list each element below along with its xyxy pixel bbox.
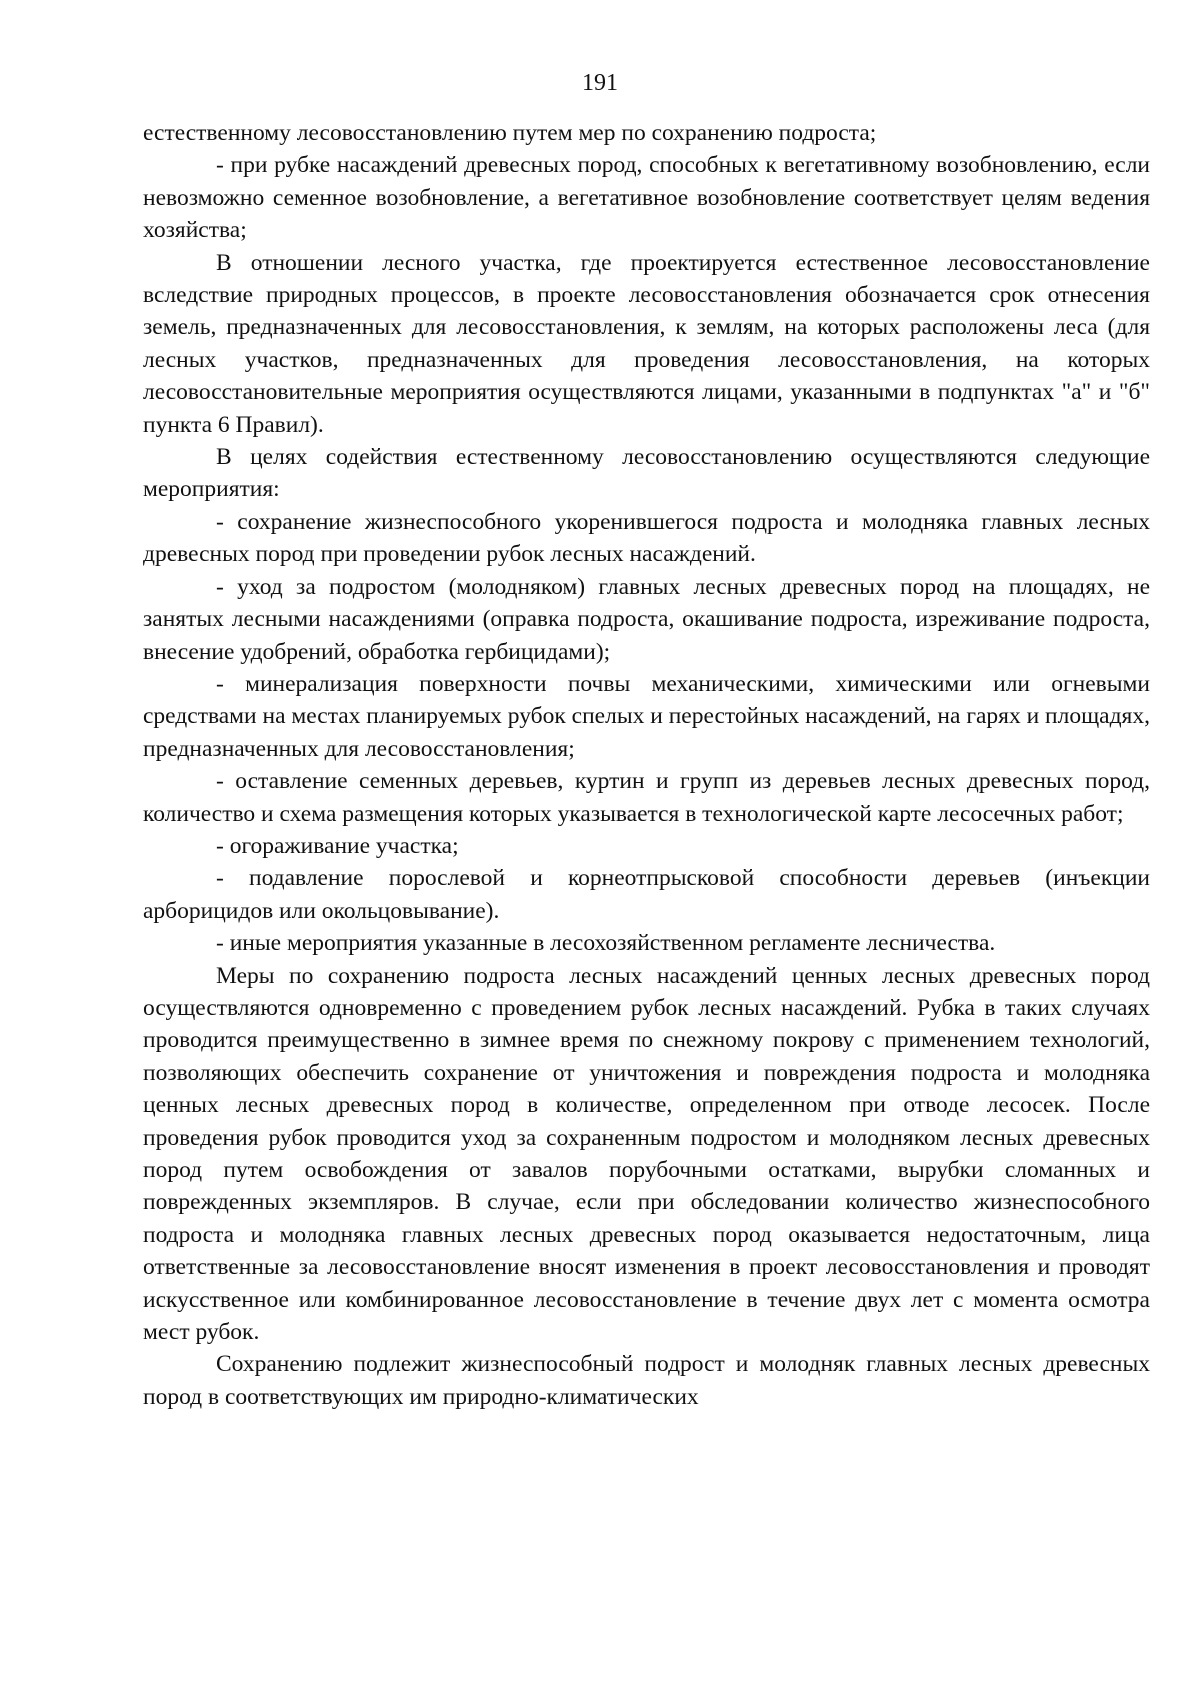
list-item-vegetative-renewal: - при рубке насаждений древесных пород, способных к вегетативному возобновлению, если невозможно семенное возобновление, а вегетативное возобновление соответствует целям ведения хозяйства;: [143, 152, 1150, 244]
page-number: 191: [582, 70, 618, 96]
paragraph-assistance-measures-intro: В целях содействия естественному лесовосстановлению осуществляются следующие мероприятия:: [143, 444, 1150, 503]
page-body: [143, 117, 1150, 1413]
list-item-other-measures: - иные мероприятия указанные в лесохозяйственном регламенте лесничества.: [216, 930, 996, 957]
paragraph-natural-renewal-term: В отношении лесного участка, где проектируется естественное лесовосстановление вследствие природных процессов, в проекте лесовосстановления обозначается срок отнесения земель, предназначенных для лесовосстановления, к землям, на которых расположены леса (для лесных участков, предназначенных для проведения лесовосстановления, на которых лесовосстановительные мероприятия осуществляются лицами, указанными в подпунктах "а" и "б" пункта 6 Правил).: [143, 249, 1150, 438]
list-item-seed-trees: - оставление семенных деревьев, куртин и групп из деревьев лесных древесных пород, количество и схема размещения которых указывается в технологической карте лесосечных работ;: [143, 768, 1150, 827]
paragraph-preservation-measures: Меры по сохранению подроста лесных насаждений ценных лесных древесных пород осуществляются одновременно с проведением рубок лесных насаждений. Рубка в таких случаях проводится преимущественно в зимнее время по снежному покрову с применением технологий, позволяющих обеспечить сохранение от уничтожения и повреждения подроста и молодняка ценных лесных древесных пород в количестве, определенном при отводе лесосек. После проведения рубок проводится уход за сохраненным подростом и молодняком лесных древесных пород путем освобождения от завалов порубочными остатками, вырубки сломанных и поврежденных экземпляров. В случае, если при обследовании количество жизнеспособного подроста и молодняка главных лесных древесных пород оказывается недостаточным, лица ответственные за лесовосстановление вносят изменения в проект лесовосстановления и проводят искусственное или комбинированное лесовосстановление в течение двух лет с момента осмотра мест рубок.: [143, 962, 1150, 1346]
list-item-fencing: - огораживание участка;: [216, 832, 459, 859]
paragraph-continuation: естественному лесовосстановлению путем мер по сохранению подроста;: [143, 120, 877, 146]
list-item-undergrowth-preservation: - сохранение жизнеспособного укоренившегося подроста и молодняка главных лесных древесных пород при проведении рубок лесных насаждений.: [143, 508, 1150, 568]
list-item-sprout-suppression: - подавление порослевой и корнеотпрысковой способности деревьев (инъекции арборицидов или окольцовывание).: [143, 865, 1150, 924]
paragraph-preservation-subject: Сохранению подлежит жизнеспособный подрост и молодняк главных лесных древесных пород в соответствующих им природно-климатических: [143, 1351, 1150, 1410]
list-item-soil-mineralization: - минерализация поверхности почвы механическими, химическими или огневыми средствами на местах планируемых рубок спелых и перестойных насаждений, на гарях и площадях, предназначенных для лесовосстановления;: [143, 670, 1150, 762]
list-item-undergrowth-care: - уход за подростом (молодняком) главных лесных древесных пород на площадях, не занятых лесными насаждениями (оправка подроста, окашивание подроста, изреживание подроста, внесение удобрений, обработка гербицидами);: [143, 573, 1150, 665]
